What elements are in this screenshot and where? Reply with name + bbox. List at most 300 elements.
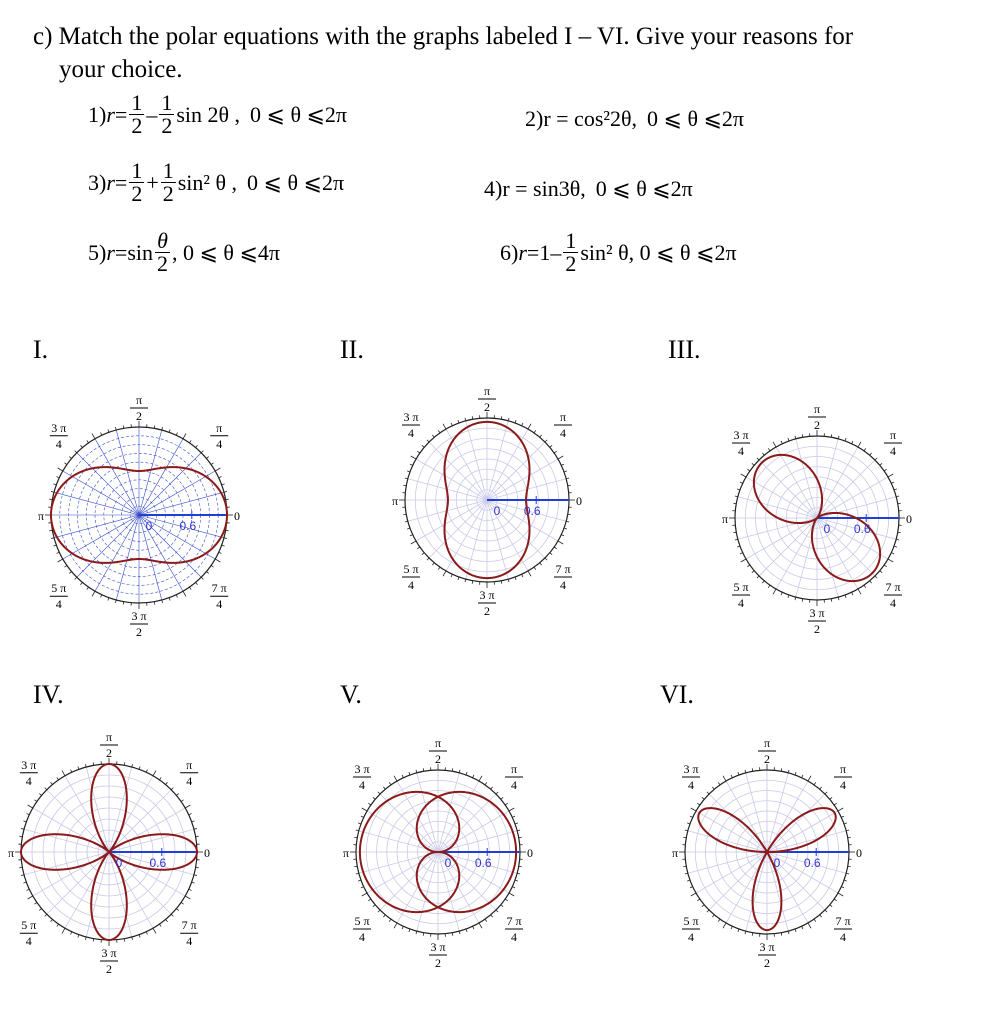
angle-label-0: 0 <box>527 846 533 860</box>
tick-mark <box>741 474 746 477</box>
grid-spoke <box>86 852 109 937</box>
tick-mark <box>737 546 740 547</box>
axis-label-denominator: 2 <box>106 962 112 976</box>
tick-mark <box>898 532 901 533</box>
graph-label-II: II. <box>340 335 364 364</box>
axis-label-numerator: π <box>889 428 897 443</box>
tick-mark <box>108 429 109 432</box>
axis-label-denominator: 4 <box>510 929 517 944</box>
axis-label-denominator: 4 <box>688 929 695 944</box>
tick-mark <box>723 923 726 928</box>
tick-mark <box>875 458 877 460</box>
tick-mark <box>568 514 571 515</box>
equation-body: r = sin3θ, <box>502 176 586 201</box>
axis-label-denominator: 4 <box>25 934 32 949</box>
radial-label-06: 0.6 <box>179 519 197 533</box>
tick-mark <box>768 448 770 450</box>
tick-mark <box>844 880 847 881</box>
tick-mark <box>383 915 385 917</box>
axis-label-numerator: 3 π <box>131 609 147 623</box>
tick-mark <box>458 420 459 423</box>
tick-mark <box>183 434 186 439</box>
grid-spoke <box>738 518 817 539</box>
grid-spoke <box>446 429 487 500</box>
tick-mark <box>723 776 726 781</box>
tick-mark <box>358 823 361 824</box>
tick-mark <box>69 457 71 459</box>
tick-mark <box>124 762 125 765</box>
tick-mark <box>738 929 739 932</box>
numerator: 1 <box>162 158 174 183</box>
axis-label-denominator: 4 <box>55 436 62 451</box>
tick-mark <box>534 567 536 569</box>
axis-label-numerator: 7 π <box>555 561 571 576</box>
tick-mark <box>891 482 894 483</box>
grid-spoke <box>487 429 528 500</box>
grid-spoke <box>139 492 224 515</box>
grid-spoke <box>429 442 487 500</box>
tick-mark <box>108 598 109 601</box>
function-prefix: sin <box>127 239 153 265</box>
tick-mark <box>561 535 564 536</box>
tick-mark <box>540 563 542 565</box>
axis-label-denominator: 2 <box>136 409 142 423</box>
tick-mark <box>550 445 552 447</box>
equation-number: 6) <box>500 239 519 265</box>
tick-mark <box>485 919 487 921</box>
axis-label-numerator: 5 π <box>21 918 37 933</box>
tick-mark <box>92 434 95 439</box>
axis-label-denominator: 4 <box>738 595 745 610</box>
tick-mark <box>192 821 195 822</box>
tick-mark <box>427 440 429 442</box>
function-prefix: 1– <box>539 239 562 265</box>
tick-mark <box>92 591 95 596</box>
tick-mark <box>522 574 523 577</box>
grid-spoke <box>446 500 487 571</box>
tick-mark <box>718 782 720 784</box>
axis-label-numerator: π <box>483 384 491 398</box>
equals-sign: = <box>114 239 128 265</box>
equals-sign: = <box>114 169 128 195</box>
tick-mark <box>39 794 41 796</box>
axis-label-denominator: 2 <box>106 746 112 760</box>
tick-mark <box>683 866 686 867</box>
tick-mark <box>378 792 380 794</box>
tick-mark <box>51 919 53 921</box>
tick-mark <box>781 441 782 444</box>
tick-mark <box>211 463 213 465</box>
tick-mark <box>558 456 563 459</box>
radial-label-06: 0.6 <box>803 856 821 870</box>
numerator: 1 <box>131 158 143 183</box>
tick-mark <box>159 777 161 779</box>
tick-mark <box>71 770 72 773</box>
tick-mark <box>196 582 198 584</box>
grid-spoke <box>817 447 858 518</box>
tick-mark <box>417 451 419 453</box>
axis-label-denominator: 4 <box>359 778 366 793</box>
tick-mark <box>564 528 567 529</box>
tick-mark <box>139 935 140 938</box>
tick-mark <box>558 541 563 544</box>
grid-spoke <box>759 518 817 576</box>
tick-mark <box>78 766 79 769</box>
tick-mark <box>519 866 522 867</box>
tick-mark <box>53 484 56 485</box>
grid-spoke <box>109 790 171 852</box>
grid-spoke <box>487 442 545 500</box>
tick-mark <box>362 808 367 811</box>
tick-mark <box>368 899 370 901</box>
tick-mark <box>534 430 536 432</box>
tick-mark <box>57 777 59 779</box>
polar-graph-V <box>343 736 533 970</box>
tick-mark <box>762 453 764 455</box>
tick-mark <box>496 792 498 794</box>
tick-mark <box>825 792 827 794</box>
tick-mark <box>58 468 63 471</box>
grid-spoke <box>116 515 139 600</box>
tick-mark <box>870 581 872 583</box>
polar-graph-III <box>722 402 912 636</box>
tick-mark <box>171 788 173 790</box>
axis-label-denominator: 4 <box>738 444 745 459</box>
function-text: sin² θ , <box>177 169 238 195</box>
equation-number: 5) <box>88 239 107 265</box>
tick-mark <box>820 787 822 789</box>
tick-mark <box>57 924 59 926</box>
graph-label-IV: IV. <box>33 680 64 709</box>
tick-mark <box>153 771 156 776</box>
tick-mark <box>479 923 482 928</box>
grid-spoke <box>746 518 817 559</box>
tick-mark <box>788 595 789 598</box>
tick-mark <box>409 929 410 932</box>
axis-label-denominator: 4 <box>359 929 366 944</box>
grid-spoke <box>759 460 817 518</box>
tick-mark <box>226 530 229 531</box>
numerator: 1 <box>161 90 173 115</box>
grid-spoke <box>95 515 139 591</box>
tick-mark <box>93 762 94 765</box>
tick-mark <box>201 577 203 579</box>
tick-mark <box>768 585 770 587</box>
tick-mark <box>773 589 776 594</box>
tick-mark <box>752 933 753 936</box>
tick-mark <box>19 836 22 837</box>
tick-mark <box>712 915 714 917</box>
equation-number: 2) <box>525 106 544 131</box>
domain-text: 0 ⩽ θ ⩽2π <box>595 176 693 201</box>
grid-spoke <box>139 471 215 515</box>
grid-spoke <box>746 773 767 852</box>
tick-mark <box>864 585 866 587</box>
tick-mark <box>802 434 803 437</box>
tick-mark <box>451 574 452 577</box>
tick-mark <box>702 797 704 799</box>
graph-label-III: III. <box>668 335 701 364</box>
denominator: 2 <box>565 251 577 276</box>
tick-mark <box>845 595 846 598</box>
denominator: 2 <box>131 113 143 138</box>
tick-mark <box>373 905 375 907</box>
tick-mark <box>443 424 446 429</box>
grid-spoke <box>47 790 109 852</box>
tick-mark <box>509 808 514 811</box>
grid-spoke <box>776 518 817 589</box>
equals-sign: = <box>114 101 128 127</box>
tick-mark <box>62 771 65 776</box>
tick-mark <box>852 592 853 595</box>
axis-label-numerator: 3 π <box>479 588 495 602</box>
tick-mark <box>752 571 754 573</box>
tick-mark <box>838 808 843 811</box>
tick-mark <box>781 933 782 936</box>
axis-label-numerator: 7 π <box>181 918 197 933</box>
angle-label-0: 0 <box>906 512 912 526</box>
axis-label-denominator: 4 <box>889 444 896 459</box>
axis-label-numerator: 3 π <box>354 762 370 777</box>
tick-mark <box>34 902 36 904</box>
tick-mark <box>368 803 370 805</box>
tick-mark <box>53 545 56 546</box>
tick-mark <box>71 932 72 935</box>
domain-text: , 0 ⩽ θ ⩽2π <box>628 239 737 265</box>
tick-mark <box>75 577 77 579</box>
tick-mark <box>215 468 220 471</box>
tick-mark <box>781 768 782 771</box>
axis-label-numerator: 7 π <box>506 913 522 928</box>
tick-mark <box>691 808 696 811</box>
tick-mark <box>554 547 556 549</box>
tick-mark <box>215 559 220 562</box>
tick-mark <box>540 435 542 437</box>
tick-mark <box>422 553 424 555</box>
tick-mark <box>196 836 199 837</box>
polar-graph-VI <box>672 736 862 970</box>
tick-mark <box>505 803 507 805</box>
tick-mark <box>848 837 851 838</box>
axis-label-denominator: 2 <box>814 418 820 432</box>
angle-label-pi: π <box>671 846 679 860</box>
tick-mark <box>432 435 434 437</box>
grid-spoke <box>696 852 767 893</box>
axis-label-denominator: 2 <box>764 956 770 970</box>
graph-label-V: V. <box>340 680 362 709</box>
radial-label-origin: 0 <box>493 504 501 518</box>
tick-mark <box>451 423 452 426</box>
axis-label-denominator: 4 <box>25 773 32 788</box>
tick-mark <box>394 776 397 781</box>
grid-spoke <box>438 811 509 852</box>
radial-label-origin: 0 <box>115 856 123 870</box>
tick-mark <box>738 772 739 775</box>
tick-mark <box>410 464 413 465</box>
tick-mark <box>740 482 743 483</box>
tick-mark <box>757 458 759 460</box>
axis-label-denominator: 4 <box>559 426 566 441</box>
tick-mark <box>438 430 440 432</box>
axis-label-denominator: 2 <box>764 752 770 766</box>
tick-mark <box>512 816 515 817</box>
angle-label-0: 0 <box>856 846 862 860</box>
tick-mark <box>802 599 803 602</box>
tick-mark <box>825 910 827 912</box>
tick-mark <box>888 559 893 562</box>
tick-mark <box>898 503 901 504</box>
axis-label-numerator: 3 π <box>21 757 37 772</box>
tick-mark <box>844 823 847 824</box>
tick-mark <box>550 553 552 555</box>
tick-mark <box>403 485 406 486</box>
tick-mark <box>568 485 571 486</box>
axis-label-denominator: 4 <box>408 426 415 441</box>
axis-label-numerator: π <box>559 410 567 425</box>
tick-mark <box>189 889 192 890</box>
tick-mark <box>838 893 843 896</box>
tick-mark <box>505 899 507 901</box>
denominator: 2 <box>161 113 173 138</box>
tick-mark <box>718 919 720 921</box>
grid-spoke <box>139 430 162 515</box>
tick-mark <box>196 867 199 868</box>
angle-label-0: 0 <box>234 509 240 523</box>
equation-number: 1) <box>88 101 107 127</box>
tick-mark <box>39 909 41 911</box>
question-line-2: your choice. <box>59 56 183 83</box>
tick-mark <box>841 816 844 817</box>
denominator: 2 <box>157 251 168 276</box>
tick-mark <box>781 592 782 595</box>
tick-mark <box>222 484 225 485</box>
tick-mark <box>830 905 832 907</box>
axis-label-numerator: π <box>434 736 442 750</box>
tick-mark <box>407 471 410 472</box>
tick-mark <box>206 572 208 574</box>
tick-mark <box>731 775 732 778</box>
grid-spoke <box>767 773 788 852</box>
tick-mark <box>185 896 190 899</box>
equation-lhs: r <box>106 169 115 195</box>
tick-mark <box>423 933 424 936</box>
tick-mark <box>23 821 26 822</box>
tick-mark <box>432 563 434 565</box>
tick-mark <box>383 787 385 789</box>
axis-label-numerator: 3 π <box>759 940 775 954</box>
angle-label-pi: π <box>721 512 729 526</box>
tick-mark <box>57 552 60 553</box>
grid-spoke <box>817 497 896 518</box>
domain-text: 0 ⩽ θ ⩽2π <box>250 101 348 127</box>
axis-label-numerator: 5 π <box>403 561 419 576</box>
axis-label-numerator: 3 π <box>430 940 446 954</box>
tick-mark <box>354 866 357 867</box>
grid-spoke <box>24 852 109 875</box>
tick-mark <box>697 803 699 805</box>
tick-mark <box>139 766 140 769</box>
tick-mark <box>834 803 836 805</box>
axis-label-denominator: 4 <box>839 929 846 944</box>
tick-mark <box>496 910 498 912</box>
equation-body: r = cos²2θ, <box>543 106 638 131</box>
radial-label-06: 0.6 <box>853 522 871 536</box>
tick-mark <box>888 474 893 477</box>
graph-label-VI: VI. <box>660 680 694 709</box>
tick-mark <box>154 602 155 605</box>
radial-label-origin: 0 <box>145 519 153 533</box>
tick-mark <box>894 489 897 490</box>
tick-mark <box>423 768 424 771</box>
grid-spoke <box>796 518 817 597</box>
tick-mark <box>512 887 515 888</box>
tick-mark <box>707 792 709 794</box>
domain-text: , 0 ⩽ θ ⩽4π <box>172 239 281 265</box>
tick-mark <box>373 797 375 799</box>
tick-mark <box>417 547 419 549</box>
tick-mark <box>528 424 531 429</box>
tick-mark <box>830 797 832 799</box>
tick-mark <box>501 416 502 419</box>
angle-label-pi: π <box>37 509 45 523</box>
grid-spoke <box>429 500 487 558</box>
tick-mark <box>58 559 63 562</box>
tick-mark <box>697 899 699 901</box>
tick-mark <box>192 882 195 883</box>
tick-mark <box>206 457 208 459</box>
tick-mark <box>894 546 897 547</box>
grid-spoke <box>63 515 139 559</box>
axis-label-denominator: 2 <box>814 622 820 636</box>
tick-mark <box>123 425 124 428</box>
tick-mark <box>49 499 52 500</box>
axis-label-denominator: 2 <box>435 752 441 766</box>
tick-mark <box>814 782 816 784</box>
tick-mark <box>181 800 183 802</box>
tick-mark <box>870 453 872 455</box>
tick-mark <box>427 558 429 560</box>
tick-mark <box>81 445 83 447</box>
tick-mark <box>466 772 467 775</box>
grid-spoke <box>416 500 487 541</box>
grid-spoke <box>817 460 875 518</box>
tick-mark <box>788 438 789 441</box>
tick-mark <box>733 503 736 504</box>
tick-mark <box>362 893 367 896</box>
tick-mark <box>501 581 502 584</box>
tick-mark <box>814 919 816 921</box>
graph-label-I: I. <box>33 335 49 364</box>
axis-label-numerator: 5 π <box>51 581 67 596</box>
tick-mark <box>875 576 877 578</box>
tick-mark <box>741 559 746 562</box>
tick-mark <box>222 545 225 546</box>
tick-mark <box>831 599 832 602</box>
equation-lhs: r <box>106 239 115 265</box>
tick-mark <box>515 577 516 580</box>
numerator: θ <box>157 228 168 253</box>
grid-spoke <box>817 439 838 518</box>
grid-spoke <box>63 471 139 515</box>
tick-mark <box>802 775 803 778</box>
tick-mark <box>361 816 364 817</box>
tick-mark <box>101 433 102 436</box>
tick-mark <box>19 867 22 868</box>
tick-mark <box>733 532 736 533</box>
axis-label-denominator: 2 <box>136 625 142 639</box>
grid-spoke <box>688 852 767 873</box>
angle-label-pi: π <box>342 846 350 860</box>
